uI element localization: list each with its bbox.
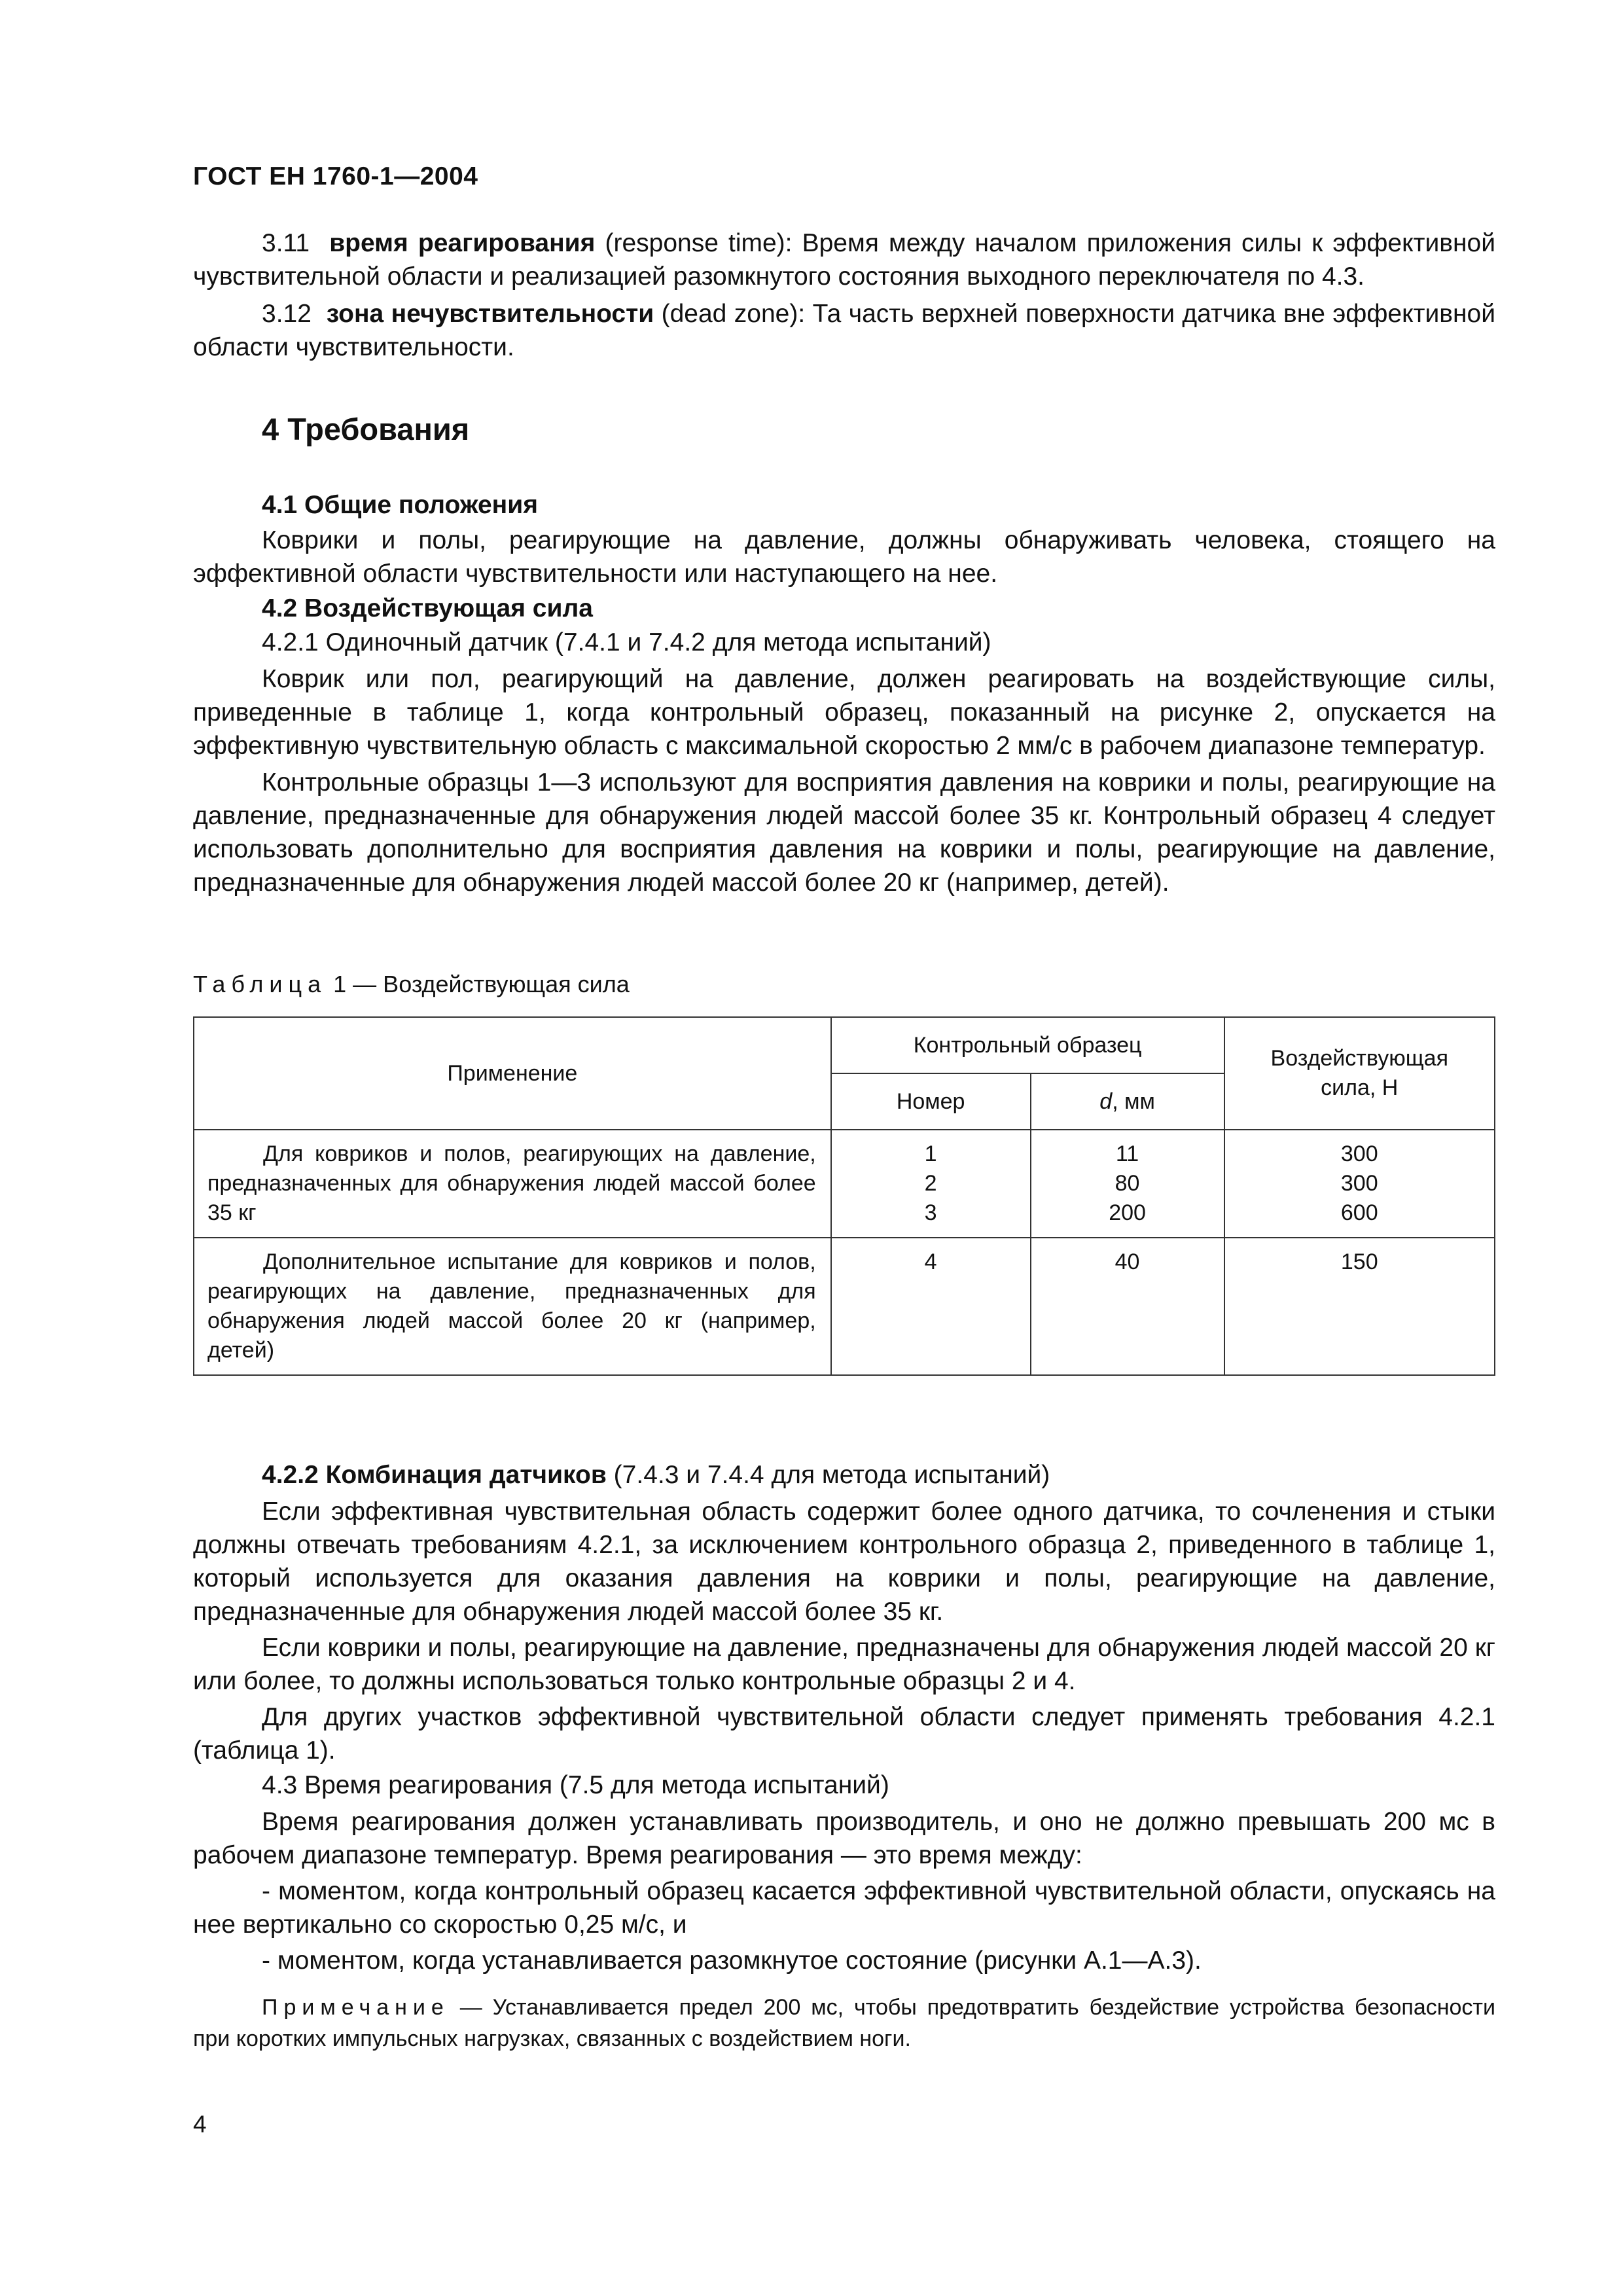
subsection-4-3-title: 4.3 Время реагирования (7.5 для метода испытаний) [262, 1771, 889, 1799]
note-label: Примечание [262, 1995, 450, 2020]
row-forces [1224, 1238, 1495, 1375]
table-row [194, 1130, 1495, 1238]
header-d-unit: , мм [1112, 1088, 1155, 1114]
paragraph-3-12 [193, 297, 1495, 364]
cell-number: 2 [924, 1171, 937, 1196]
list-item: - моментом, когда контрольный образец касается эффективной чувствительной области, опускаясь на нее вертикально со скоростью 0,25 м/с, и [193, 1877, 1495, 1939]
table-caption-text: 1 — Воздействующая сила [327, 971, 630, 997]
row-diameters [1031, 1130, 1224, 1238]
cell-force: 300 [1340, 1171, 1378, 1196]
paragraph-4-2-1-b: Контрольные образцы 1—3 используют для восприятия давления на коврики и полы, реагирующие на давление, предназначенные для обнаружения людей массой более 35 кг. Контрольный образец 4 следует использовать дополнительно для восприятия давления на коврики и полы, реагирующие на давление, предназначенные для обнаружения людей массой более 20 кг (например, детей). [193, 768, 1495, 897]
paragraph-4-2-2-c: Для других участков эффективной чувствительной области следует применять требования 4.2.1 (таблица 1). [193, 1703, 1495, 1765]
definition-text: (dead zone): Та часть верхней поверхности датчика вне эффективной области чувствительности. [193, 300, 1496, 361]
table-caption [193, 971, 630, 998]
header-force [1224, 1017, 1495, 1130]
row-application: Дополнительное испытание для ковриков и полов, реагирующих на давление, предназначенных для обнаружения людей массой более 20 кг (например, детей) [194, 1238, 831, 1375]
cell-diameter: 200 [1109, 1200, 1146, 1225]
subsection-4-2-2-bold: 4.2.2 Комбинация датчиков [262, 1461, 607, 1489]
note [193, 1992, 1495, 2054]
table-caption-word: Таблица [193, 971, 327, 997]
paragraph-3-11 [193, 226, 1495, 293]
header-application: Применение [194, 1017, 831, 1130]
document-header: ГОСТ ЕН 1760-1—2004 [193, 162, 478, 190]
paragraph-4-3: Время реагирования должен устанавливать производитель, и оно не должно превышать 200 мс в рабочем диапазоне температур. Время реагирования — это время между: [193, 1808, 1495, 1869]
clause-number: 3.11 [262, 229, 310, 257]
cell-number: 4 [924, 1249, 937, 1274]
cell-force: 150 [1340, 1249, 1378, 1274]
row-forces [1224, 1130, 1495, 1238]
subsection-4-2-title: 4.2 Воздействующая сила [262, 594, 593, 622]
subsection-4-2-2-rest: (7.4.3 и 7.4.4 для метода испытаний) [606, 1461, 1050, 1489]
header-sample: Контрольный образец [831, 1017, 1224, 1073]
note-text: — Устанавливается предел 200 мс, чтобы предотвратить бездействие устройства безопасности при коротких импульсных нагрузках, связанных с воздействием ноги. [193, 1995, 1495, 2051]
table-row [194, 1238, 1495, 1375]
clause-number: 3.12 [262, 300, 312, 328]
cell-diameter: 80 [1115, 1171, 1140, 1196]
cell-number: 1 [924, 1141, 937, 1166]
term-response-time: время реагирования [329, 229, 596, 257]
cell-force: 300 [1340, 1141, 1378, 1166]
paragraph-4-1: Коврики и полы, реагирующие на давление, должны обнаруживать человека, стоящего на эффективной области чувствительности или наступающего на нее. [193, 526, 1495, 588]
term-dead-zone: зона нечувствительности [326, 300, 654, 328]
page-number: 4 [193, 2111, 207, 2138]
force-table [193, 1016, 1495, 1376]
header-number: Номер [831, 1073, 1031, 1130]
row-diameters [1031, 1238, 1224, 1375]
cell-diameter: 40 [1115, 1249, 1140, 1274]
paragraph-4-2-1-a: Коврик или пол, реагирующий на давление, должен реагировать на воздействующие силы, приведенные в таблице 1, когда контрольный образец, показанный на рисунке 2, опускается на эффективную чувствительную область с максимальной скоростью 2 мм/с в рабочем диапазоне температур. [193, 665, 1495, 760]
list-item: - моментом, когда устанавливается разомкнутое состояние (рисунки А.1—А.3). [262, 1946, 1202, 1975]
subsection-4-1-title: 4.1 Общие положения [262, 491, 538, 519]
subsection-4-2-1-title: 4.2.1 Одиночный датчик (7.4.1 и 7.4.2 для метода испытаний) [262, 628, 991, 656]
cell-diameter: 11 [1115, 1141, 1139, 1166]
row-numbers [831, 1130, 1031, 1238]
header-force-text: Воздействующая сила, Н [1270, 1046, 1448, 1100]
row-numbers [831, 1238, 1031, 1375]
row-application: Для ковриков и полов, реагирующих на давление, предназначенных для обнаружения людей массой более 35 кг [194, 1130, 831, 1238]
paragraph-4-2-2-a: Если эффективная чувствительная область содержит более одного датчика, то сочленения и стыки должны отвечать требованиям 4.2.1, за исключением контрольного образца 2, приведенного в таблице 1, который используется для оказания давления на коврики и полы, реагирующие на давление, предназначенные для обнаружения людей массой более 35 кг. [193, 1498, 1495, 1626]
section-4-title: 4 Требования [262, 412, 470, 446]
paragraph-4-2-2-b: Если коврики и полы, реагирующие на давление, предназначены для обнаружения людей массой 20 кг или более, то должны использоваться только контрольные образцы 2 и 4. [193, 1634, 1495, 1695]
header-d-symbol: d [1099, 1088, 1113, 1114]
cell-number: 3 [924, 1200, 937, 1225]
subsection-4-2-2-title [262, 1461, 1050, 1490]
cell-force: 600 [1340, 1200, 1378, 1225]
definition-text: (response time): Время между началом приложения силы к эффективной чувствительной области и реализацией разомкнутого состояния выходного переключателя по 4.3. [193, 229, 1496, 291]
header-d [1031, 1073, 1224, 1130]
